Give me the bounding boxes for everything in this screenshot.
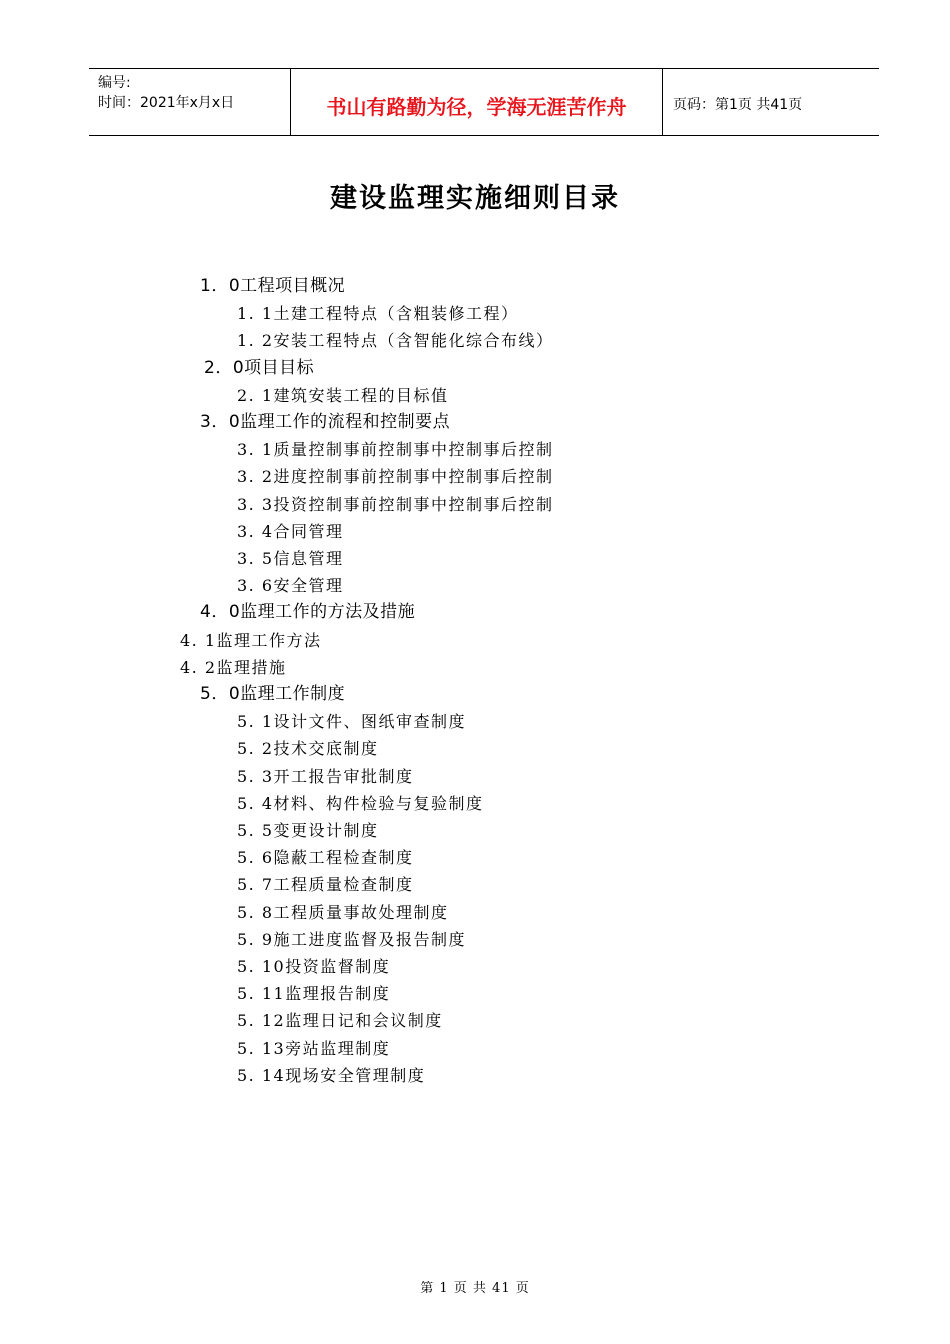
toc-subsection-item: 5. 13旁站监理制度 [237, 1039, 391, 1058]
toc-subsection-item: 3. 1质量控制事前控制事中控制事后控制 [237, 440, 554, 459]
toc-subsection-item: 5. 1设计文件、图纸审查制度 [237, 712, 467, 731]
toc-subsection-item: 5. 2技术交底制度 [237, 739, 379, 758]
toc-section-heading: 2．0项目目标 [204, 358, 315, 378]
toc-subsection-item: 3. 4合同管理 [237, 522, 344, 541]
toc-subsection-item: 5. 14现场安全管理制度 [237, 1066, 426, 1085]
header-motto: 书山有路勤为径，学海无涯苦作舟 [326, 95, 627, 119]
toc-section-heading: 1．0工程项目概况 [200, 276, 346, 296]
toc-section-heading: 4．0监理工作的方法及措施 [200, 602, 416, 622]
document-title: 建设监理实施细则目录 [330, 183, 620, 214]
toc-subsection-item: 5. 6隐蔽工程检查制度 [237, 848, 414, 867]
toc-subsection-item: 5. 9施工进度监督及报告制度 [237, 930, 467, 949]
toc-subsection-item: 3. 2进度控制事前控制事中控制事后控制 [237, 467, 554, 486]
toc-subsection-item: 2. 1建筑安装工程的目标值 [237, 386, 449, 405]
toc-subsection-item: 5. 8工程质量事故处理制度 [237, 903, 449, 922]
toc-subsection-item: 1. 1土建工程特点（含粗装修工程） [237, 304, 519, 323]
toc-subsection-item: 5. 12监理日记和会议制度 [237, 1011, 443, 1030]
toc-subsection-item: 5. 5变更设计制度 [237, 821, 379, 840]
toc-subsection-item: 1. 2安装工程特点（含智能化综合布线） [237, 331, 554, 350]
toc-subsection-item: 5. 7工程质量检查制度 [237, 875, 414, 894]
toc-section-heading: 5．0监理工作制度 [200, 684, 346, 704]
toc-subsection-item: 4. 2监理措施 [180, 658, 287, 677]
toc-subsection-item: 3. 3投资控制事前控制事中控制事后控制 [237, 495, 554, 514]
header-page-info: 页码：第1页 共41页 [673, 97, 803, 113]
page-footer: 第 1 页 共 41 页 [420, 1281, 530, 1296]
toc-subsection-item: 5. 10投资监督制度 [237, 957, 391, 976]
document-time-label: 时间：2021年x月x日 [98, 95, 235, 111]
toc-subsection-item: 3. 5信息管理 [237, 549, 344, 568]
toc-subsection-item: 5. 11监理报告制度 [237, 984, 391, 1003]
toc-subsection-item: 5. 3开工报告审批制度 [237, 767, 414, 786]
toc-subsection-item: 5. 4材料、构件检验与复验制度 [237, 794, 484, 813]
toc-subsection-item: 3. 6安全管理 [237, 576, 344, 595]
toc-subsection-item: 4. 1监理工作方法 [180, 631, 322, 650]
toc-section-heading: 3．0监理工作的流程和控制要点 [200, 412, 451, 432]
document-number-label: 编号: [98, 75, 131, 91]
